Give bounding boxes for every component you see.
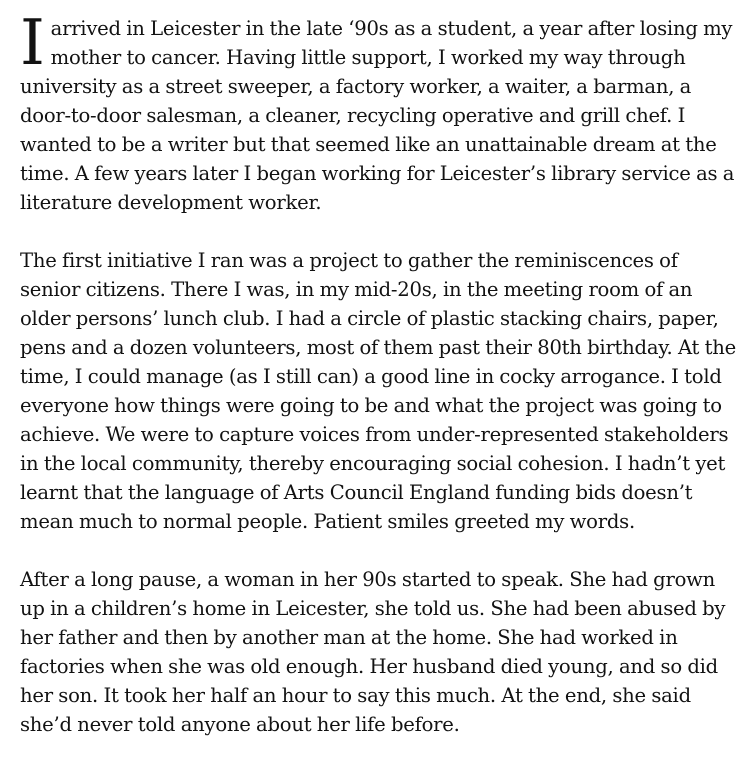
paragraph-2: The first initiative I ran was a project to gather the reminiscences of senior citizens. There I was, in my mid-20s, in the meeting room of an older persons’ lunch club. I had a circle of plastic stacking chairs, paper, pens and a dozen volunteers, most of them past their 80th birthday. At the time, I could manage (as I still can) a good line in cocky arrogance. I told everyone how things were going to be and what the project was going to achieve. We were to capture voices from under-represented stakeholders in the local community, thereby encouraging social cohesion. I hadn’t yet learnt that the language of Arts Council England funding bids doesn’t mean much to normal people. Patient smiles greeted my words. [20, 249, 736, 533]
paragraph-1 [20, 6, 736, 217]
paragraph-1-text: arrived in Leicester in the late ‘90s as a student, a year after losing my mother to cancer. Having little support, I worked my way through university as a street sweeper, a factory worker, a waiter, a barman, a door-to-door salesman, a cleaner, recycling operative and grill chef. I wanted to be a writer but that seemed like an unattainable dream at the time. A few years later I began working for Leicester’s library service as a literature development worker. [20, 17, 735, 214]
paragraph-3: After a long pause, a woman in her 90s started to speak. She had grown up in a children’s home in Leicester, she told us. She had been abused by her father and then by another man at the home. She had worked in factories when she was old enough. Her husband died young, and so did her son. It took her half an hour to say this much. At the end, she said she’d never told anyone about her life before. [20, 568, 726, 736]
drop-cap: I [20, 6, 45, 79]
article-body [20, 6, 736, 768]
